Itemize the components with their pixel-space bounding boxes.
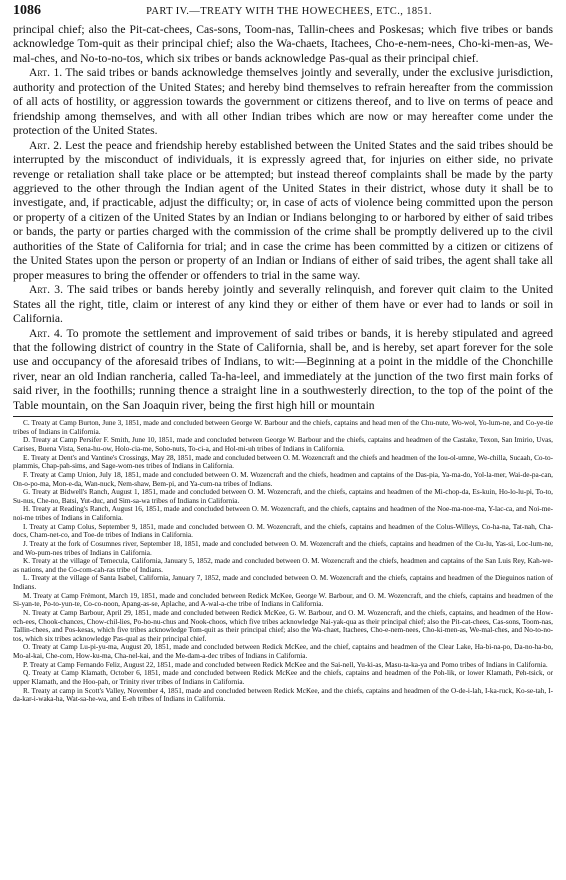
footnote-k: K. Treaty at the village of Temecula, California, January 5, 1852, made and concluded between O. M. Wozencraft and the chiefs, headmen and captains of the San Luis Rey, Kah-we-as nations, and the Co-com-cah-ras tribe of Indians. [13,557,553,574]
article-label: Art. 2. [29,138,62,152]
article-text: The said tribes or bands hereby jointly and severally relinquish, and forever quit claim to the United States all the right, title, claim or interest of any kind they or either of them have or ever had to lands or soil in California. [13,283,553,326]
footnote-l: L. Treaty at the village of Santa Isabel, California, January 7, 1852, made and concluded between O. M. Wozencraft and the chiefs, captains and headmen of the Dieguinos nation of Indians. [13,574,553,592]
footnote-o: O. Treaty at Camp Lu-pi-yu-ma, August 20, 1851, made and concluded between Redick McKee, and the chief, captains and headmen of the Clear Lake, Ha-bi-na-po, Da-no-ha-bo, Mo-al-kai, Che-com, How-ku-ma, Cha-nel-kai, and the Me-dam-a-dec tribes of Indians in California. [13,643,553,661]
footnote-j: J. Treaty at the fork of Cosumnes river, September 18, 1851, made and concluded between O. M. Wozencraft and the chiefs, captains and headmen of the Cu-lu, Yas-si, Loc-lum-ne, and Wo-pum-nes tribes of Indians in California. [13,539,553,557]
footnote-f: F. Treaty at Camp Union, July 18, 1851, made and concluded between O. M. Wozencraft and the chiefs, headmen and captains of the Das-pia, Ya-ma-do, Yol-la-mer, Wai-de-pa-can, On-o-po-ma, Mon-e-da, Wan-nuck, Nem-shaw, Bem-pi, and Ya-cum-na tribes of Indians. [13,470,553,488]
running-header [13,3,553,23]
footnote-divider [13,416,553,417]
footnote-r: R. Treaty at camp in Scott's Valley, November 4, 1851, made and concluded between Redick McKee, and the chiefs, captains and headmen of the O-de-i-lah, I-ka-ruck, Ko-se-tah, I-da-kar-i-waka-ha, Wat-sa-he-wa, and E-eh tribes of Indians in California. [13,686,553,704]
footnote-d: D. Treaty at Camp Persifer F. Smith, June 10, 1851, made and concluded between George W. Barbour and the chiefs, captains and headmen of the Castake, Texon, San Imirio, Uvas, Carises, Buena Vista, Sena-hu-ow, Holo-cia-me, Soho-nuts, To-ci-a, and Hol-mi-uh tribes of Indians in California. [13,436,553,454]
footnote-n: N. Treaty at Camp Barbour, April 29, 1851, made and concluded between Redick McKee, G. W. Barbour, and O. M. Wozencraft, and the chiefs, captains, and headmen of the How-ech-ees, Chook-chances, Chow-chil-lies, Po-ho-nu-chus and Nook-choos, which five tribes acknowledge Nai-yak-qua as their principal chief; also the Pit-cat-chees, Cas-sons, Toom-nas, Tallin-chees, and Pos-kesas, which five tribes acknowledge Tom-quit as their principal chief; also the Wa-chaet, Itachees, Cho-e-nem-nees, Cho-ki-men-as, We-mal-ches, and No-to-no-tos, which six tribes acknowledge Pas-qual as their principal chief. [13,608,553,643]
article-label: Art. 4. [29,326,63,340]
footnote-q: Q. Treaty at Camp Klamath, October 6, 1851, made and concluded between Redick McKee and the chiefs, captains and headmen of the Poh-lik, or lower Klamath, Peh-tsick, or upper Klamath, and the Hoo-pah, or Trinity river tribes of Indians in California. [13,669,553,686]
footnotes [13,419,553,704]
footnote-e: E. Treaty at Dent's and Vantine's Crossings, May 28, 1851, made and concluded between O. M. Wozencraft and the chiefs and headmen of the Iou-ol-umne, We-chilla, Sucaah, Co-to-plammis, Chap-pah-sims, and Sage-wom-nes tribes of Indians in California. [13,453,553,471]
treaty-body [13,23,553,413]
page-number: 1086 [13,3,41,18]
article-2 [13,139,553,284]
footnote-h: H. Treaty at Reading's Ranch, August 16, 1851, made and concluded between O. M. Wozencraft, and the chiefs, captains and headmen of the Noe-ma-noe-ma, Y-lac-ca, and Noi-me-noi-me tribes of Indians in California. [13,505,553,523]
footnote-p: P. Treaty at Camp Fernando Feliz, August 22, 1851, made and concluded between Redick McKee and the Sai-nell, Yu-ki-as, Masu-ta-ka-ya and Pomo tribes of Indians in California. [23,660,548,669]
running-title: PART IV.—TREATY WITH THE HOWECHEES, ETC., 1851. [146,6,432,17]
article-4 [13,327,553,414]
article-text: Lest the peace and friendship hereby established between the United States and the said tribes should be interrupted by the misconduct of individuals, it is expressly agreed that, for injuries on either side, no private revenge or retaliation shall take place or be attempted; but instead thereof complaints shall be made by the party aggrieved to the other through the Indian agent of the United States in their district, whose duty it shall be to investigate, and, if practicable, adjust the difficulty; or, in case of acts of violence being committed upon the person or property of a citizen of the United States by an Indian or Indians belonging to or harbored by either of said tribes or bands, the party or parties charged with the commission of the crime shall be promptly delivered up to the civil authorities of the State of California for trial; and in case the crime has been committed by a citizen or citizens of the United States upon the person or property of an Indian or Indians of either of said tribes, the agent shall take all proper measures to bring the offender or offenders to trial in the same way. [13,138,553,282]
article-label: Art. 1. [29,66,63,80]
intro-paragraph: principal chief; also the Pit-cat-chees, Cas-sons, Toom-nas, Tallin-chees and Poskesas; which five tribes or bands acknowledge Tom-quit as their principal chief; also the Wa-chaets, Itachees, Cho-e-nem-nees, Cho-ki-men-as, We-mal-ches, and No-to-no-tos, which six tribes or bands acknowledge Pas-qual as their principal chief. [13,23,553,65]
article-text: To promote the settlement and improvement of said tribes or bands, it is hereby stipulated and agreed that the following district of country in the State of California, shall be, and is hereby, set apart forever for the sole use and occupancy of the aforesaid tribes of Indians, to wit:—Beginning at a point in the middle of the Chonchille river, near an old Indian rancheria, called Ta-ha-leel, and immediately at the junction of the two first main forks of said river, in the foothills; running thence a straight line in a southwesterly direction, to the top of the point of the Table mountain, on the San Joaquin river, being the first high hill or mountain [13,326,553,412]
footnote-i: I. Treaty at Camp Colus, September 9, 1851, made and concluded between O. M. Wozencraft, and the chiefs, captains and headmen of the Colus-Willeys, Co-ha-na, Tat-nah, Cha-docs, Cham-net-co, and Toe-de tribes of Indians in California. [13,522,553,540]
document-page [13,0,553,704]
footnote-g: G. Treaty at Bidwell's Ranch, August 1, 1851, made and concluded between O. M. Wozencraft, and the chiefs, captains and headmen of the Mi-chop-da, Es-kuin, Ho-lo-lu-pi, To-to, Su-nus, Che-no, Batsi, Yut-duc, and Sim-sa-wa tribes of Indians in California. [13,488,553,505]
footnote-m: M. Treaty at Camp Frémont, March 19, 1851, made and concluded between Redick McKee, George W. Barbour, and O. M. Wozencraft, and the chiefs, captains and headmen of the Si-yan-te, Po-to-yun-te, Co-co-noon, Apang-as-se, Aplache, and A-wal-a-che tribe of Indians in California. [13,591,553,609]
article-3 [13,283,553,326]
footnote-c: C. Treaty at Camp Burton, June 3, 1851, made and concluded between George W. Barbour and the chiefs, captains and head men of the Chu-nute, Wo-wol, Yo-lum-ne, and Co-ye-tie tribes of Indians in California. [13,419,553,436]
article-text: The said tribes or bands acknowledge themselves jointly and severally, under the exclusive jurisdiction, authority and protection of the United States; and hereby bind themselves to refrain hereafter from the commission of all acts of hostility, or aggression towards the government or citizens thereof, and to live on terms of peace and friendship among themselves, and with all other Indian tribes which are now or may hereafter come under the protection of the United States. [13,66,553,138]
article-1 [13,66,553,138]
article-label: Art. 3. [29,283,63,297]
